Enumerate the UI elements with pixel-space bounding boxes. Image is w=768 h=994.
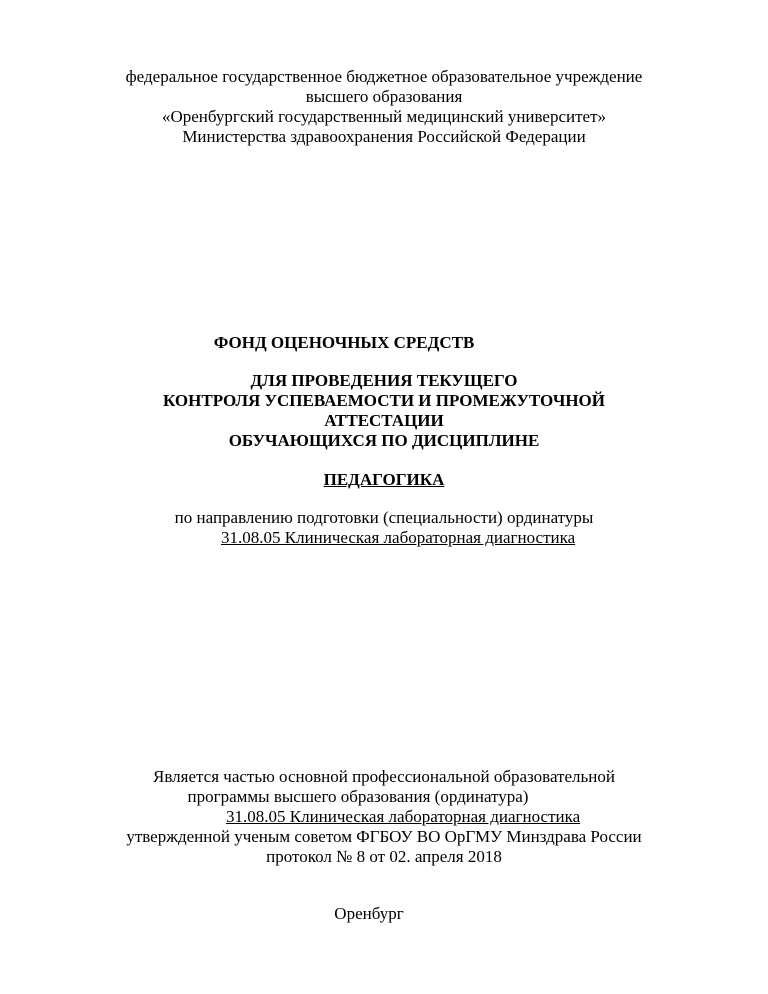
program-specialty [226, 807, 580, 827]
title-line-3: АТТЕСТАЦИИ [324, 411, 444, 430]
program-line-1: Является частью основной профессиональной образовательной [153, 767, 615, 786]
title-line-2: КОНТРОЛЯ УСПЕВАЕМОСТИ И ПРОМЕЖУТОЧНОЙ [163, 391, 605, 410]
institution-level: высшего образования [305, 87, 463, 106]
direction-label: по направлению подготовки (специальности) ординатуры [174, 508, 594, 527]
direction-specialty-text: 31.08.05 Клиническая лабораторная диагностика [221, 528, 576, 547]
ministry-name: Министерства здравоохранения Российской Федерации [182, 127, 586, 146]
program-specialty-text: 31.08.05 Клиническая лабораторная диагностика [226, 807, 581, 826]
institution-type: федеральное государственное бюджетное образовательное учреждение [125, 67, 643, 86]
program-line-2: программы высшего образования (ординатура) [187, 787, 529, 806]
city: Оренбург [334, 904, 404, 923]
program-protocol: протокол № 8 от 02. апреля 2018 [266, 847, 502, 866]
discipline-name [0, 470, 768, 490]
program-approved: утвержденной ученым советом ФГБОУ ВО ОрГМУ Минздрава России [126, 827, 642, 846]
title-line-1: ДЛЯ ПРОВЕДЕНИЯ ТЕКУЩЕГО [250, 371, 518, 390]
title-line-4: ОБУЧАЮЩИХСЯ ПО ДИСЦИПЛИНЕ [228, 431, 540, 450]
institution-name: «Оренбургский государственный медицинский университет» [161, 107, 607, 126]
title-fund: ФОНД ОЦЕНОЧНЫХ СРЕДСТВ [213, 333, 475, 352]
direction-specialty [221, 528, 575, 548]
discipline-label: ПЕДАГОГИКА [323, 470, 445, 489]
